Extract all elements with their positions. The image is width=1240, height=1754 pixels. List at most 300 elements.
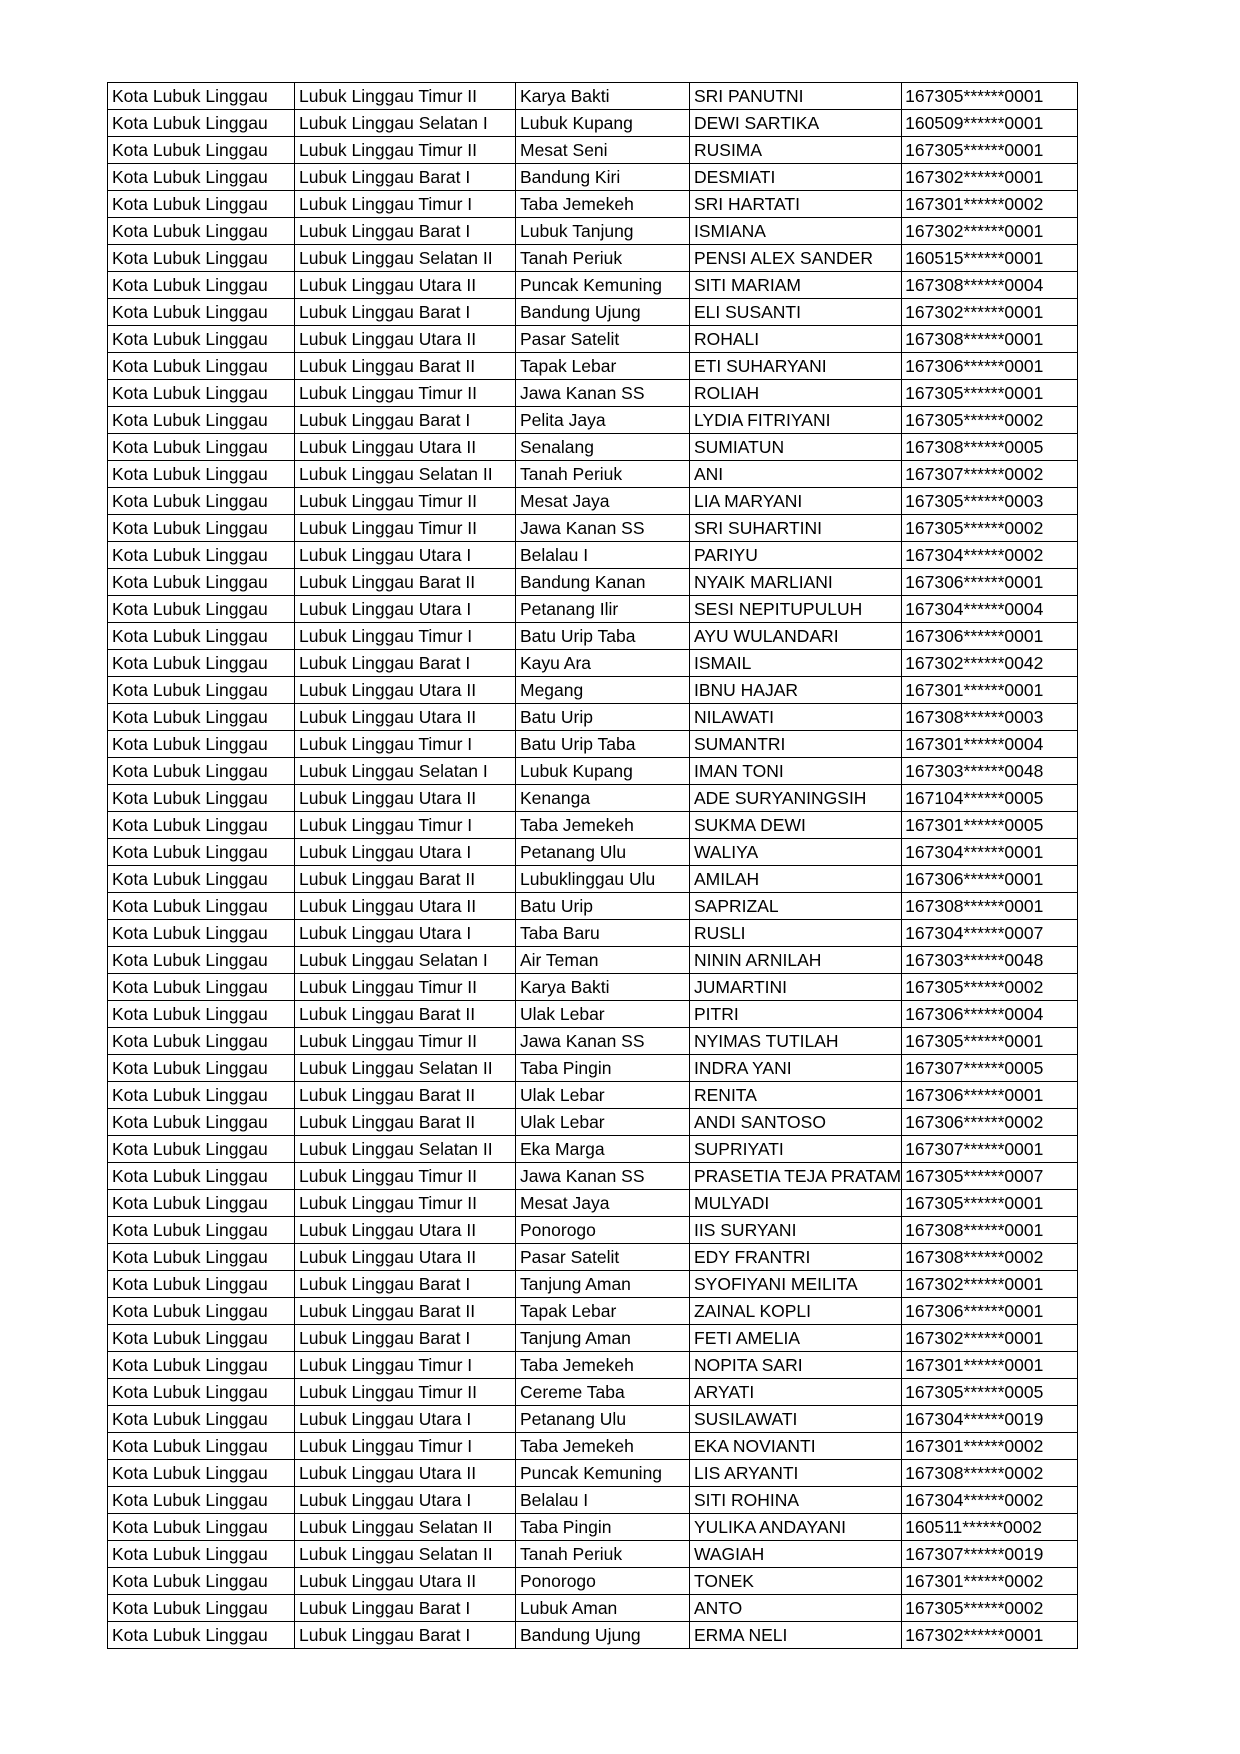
id-number-cell: 167305******0001: [902, 83, 1078, 110]
id-number-cell: 167304******0001: [902, 839, 1078, 866]
village-cell: Puncak Kemuning: [516, 272, 690, 299]
city-cell: Kota Lubuk Linggau: [108, 1595, 295, 1622]
village-cell: Belalau I: [516, 1487, 690, 1514]
table-row: [108, 1568, 1078, 1595]
village-cell: Tapak Lebar: [516, 1298, 690, 1325]
id-number-cell: 167305******0002: [902, 974, 1078, 1001]
village-cell: Taba Jemekeh: [516, 191, 690, 218]
name-cell: PARIYU: [690, 542, 902, 569]
district-cell: Lubuk Linggau Timur II: [295, 488, 516, 515]
district-cell: Lubuk Linggau Utara I: [295, 1487, 516, 1514]
district-cell: Lubuk Linggau Timur I: [295, 623, 516, 650]
city-cell: Kota Lubuk Linggau: [108, 1460, 295, 1487]
data-table: [107, 82, 1078, 1649]
village-cell: Petanang Ulu: [516, 839, 690, 866]
village-cell: Taba Baru: [516, 920, 690, 947]
district-cell: Lubuk Linggau Utara II: [295, 326, 516, 353]
city-cell: Kota Lubuk Linggau: [108, 434, 295, 461]
district-cell: Lubuk Linggau Timur II: [295, 83, 516, 110]
village-cell: Tapak Lebar: [516, 353, 690, 380]
id-number-cell: 160509******0001: [902, 110, 1078, 137]
table-row: [108, 1595, 1078, 1622]
district-cell: Lubuk Linggau Barat I: [295, 1595, 516, 1622]
table-row: [108, 920, 1078, 947]
village-cell: Jawa Kanan SS: [516, 1028, 690, 1055]
name-cell: SUPRIYATI: [690, 1136, 902, 1163]
table-row: [108, 1406, 1078, 1433]
id-number-cell: 167306******0002: [902, 1109, 1078, 1136]
name-cell: RENITA: [690, 1082, 902, 1109]
district-cell: Lubuk Linggau Timur I: [295, 1433, 516, 1460]
district-cell: Lubuk Linggau Utara I: [295, 542, 516, 569]
city-cell: Kota Lubuk Linggau: [108, 1271, 295, 1298]
table-row: [108, 1271, 1078, 1298]
table-row: [108, 623, 1078, 650]
table-row: [108, 731, 1078, 758]
name-cell: FETI AMELIA: [690, 1325, 902, 1352]
city-cell: Kota Lubuk Linggau: [108, 893, 295, 920]
city-cell: Kota Lubuk Linggau: [108, 1568, 295, 1595]
village-cell: Tanjung Aman: [516, 1325, 690, 1352]
village-cell: Air Teman: [516, 947, 690, 974]
district-cell: Lubuk Linggau Utara II: [295, 1460, 516, 1487]
name-cell: NOPITA SARI: [690, 1352, 902, 1379]
table-row: [108, 758, 1078, 785]
district-cell: Lubuk Linggau Utara I: [295, 1406, 516, 1433]
district-cell: Lubuk Linggau Timur II: [295, 974, 516, 1001]
name-cell: SESI NEPITUPULUH: [690, 596, 902, 623]
city-cell: Kota Lubuk Linggau: [108, 785, 295, 812]
city-cell: Kota Lubuk Linggau: [108, 569, 295, 596]
id-number-cell: 167306******0001: [902, 569, 1078, 596]
district-cell: Lubuk Linggau Utara II: [295, 1568, 516, 1595]
name-cell: NININ ARNILAH: [690, 947, 902, 974]
table-row: [108, 1433, 1078, 1460]
table-row: [108, 1055, 1078, 1082]
table-row: [108, 434, 1078, 461]
name-cell: ANDI SANTOSO: [690, 1109, 902, 1136]
table-row: [108, 461, 1078, 488]
table-row: [108, 83, 1078, 110]
city-cell: Kota Lubuk Linggau: [108, 974, 295, 1001]
village-cell: Pasar Satelit: [516, 326, 690, 353]
district-cell: Lubuk Linggau Timur II: [295, 380, 516, 407]
city-cell: Kota Lubuk Linggau: [108, 731, 295, 758]
id-number-cell: 167303******0048: [902, 758, 1078, 785]
village-cell: Kayu Ara: [516, 650, 690, 677]
table-row: [108, 326, 1078, 353]
city-cell: Kota Lubuk Linggau: [108, 1406, 295, 1433]
id-number-cell: 167305******0002: [902, 407, 1078, 434]
name-cell: LIS ARYANTI: [690, 1460, 902, 1487]
id-number-cell: 167302******0001: [902, 1622, 1078, 1649]
name-cell: ROLIAH: [690, 380, 902, 407]
id-number-cell: 167302******0001: [902, 1325, 1078, 1352]
table-row: [108, 542, 1078, 569]
name-cell: SITI ROHINA: [690, 1487, 902, 1514]
table-row: [108, 1217, 1078, 1244]
village-cell: Petanang Ulu: [516, 1406, 690, 1433]
name-cell: SUKMA DEWI: [690, 812, 902, 839]
district-cell: Lubuk Linggau Selatan II: [295, 461, 516, 488]
table-row: [108, 1622, 1078, 1649]
id-number-cell: 167302******0001: [902, 218, 1078, 245]
village-cell: Petanang Ilir: [516, 596, 690, 623]
id-number-cell: 167302******0042: [902, 650, 1078, 677]
city-cell: Kota Lubuk Linggau: [108, 1325, 295, 1352]
city-cell: Kota Lubuk Linggau: [108, 1055, 295, 1082]
name-cell: NILAWATI: [690, 704, 902, 731]
village-cell: Lubuk Kupang: [516, 758, 690, 785]
district-cell: Lubuk Linggau Selatan II: [295, 1136, 516, 1163]
id-number-cell: 167302******0001: [902, 164, 1078, 191]
id-number-cell: 167306******0004: [902, 1001, 1078, 1028]
name-cell: JUMARTINI: [690, 974, 902, 1001]
name-cell: SRI SUHARTINI: [690, 515, 902, 542]
table-row: [108, 1379, 1078, 1406]
district-cell: Lubuk Linggau Utara II: [295, 1244, 516, 1271]
id-number-cell: 167302******0001: [902, 299, 1078, 326]
id-number-cell: 167308******0002: [902, 1244, 1078, 1271]
name-cell: SRI HARTATI: [690, 191, 902, 218]
city-cell: Kota Lubuk Linggau: [108, 866, 295, 893]
id-number-cell: 167308******0005: [902, 434, 1078, 461]
district-cell: Lubuk Linggau Utara II: [295, 893, 516, 920]
name-cell: NYIMAS TUTILAH: [690, 1028, 902, 1055]
village-cell: Mesat Jaya: [516, 488, 690, 515]
table-row: [108, 299, 1078, 326]
id-number-cell: 167302******0001: [902, 1271, 1078, 1298]
name-cell: ISMAIL: [690, 650, 902, 677]
name-cell: PITRI: [690, 1001, 902, 1028]
city-cell: Kota Lubuk Linggau: [108, 353, 295, 380]
id-number-cell: 167104******0005: [902, 785, 1078, 812]
id-number-cell: 160511******0002: [902, 1514, 1078, 1541]
district-cell: Lubuk Linggau Timur I: [295, 812, 516, 839]
name-cell: LIA MARYANI: [690, 488, 902, 515]
table-row: [108, 596, 1078, 623]
district-cell: Lubuk Linggau Barat I: [295, 299, 516, 326]
table-row: [108, 1163, 1078, 1190]
village-cell: Lubuk Tanjung: [516, 218, 690, 245]
name-cell: ADE SURYANINGSIH: [690, 785, 902, 812]
name-cell: SRI PANUTNI: [690, 83, 902, 110]
name-cell: ROHALI: [690, 326, 902, 353]
city-cell: Kota Lubuk Linggau: [108, 758, 295, 785]
table-row: [108, 1541, 1078, 1568]
name-cell: SUMANTRI: [690, 731, 902, 758]
table-row: [108, 164, 1078, 191]
district-cell: Lubuk Linggau Utara II: [295, 1217, 516, 1244]
name-cell: RUSLI: [690, 920, 902, 947]
table-row: [108, 1514, 1078, 1541]
name-cell: WAGIAH: [690, 1541, 902, 1568]
district-cell: Lubuk Linggau Barat I: [295, 650, 516, 677]
village-cell: Bandung Ujung: [516, 299, 690, 326]
district-cell: Lubuk Linggau Selatan II: [295, 1541, 516, 1568]
city-cell: Kota Lubuk Linggau: [108, 650, 295, 677]
village-cell: Jawa Kanan SS: [516, 515, 690, 542]
village-cell: Taba Jemekeh: [516, 812, 690, 839]
table-row: [108, 1352, 1078, 1379]
city-cell: Kota Lubuk Linggau: [108, 947, 295, 974]
id-number-cell: 167306******0001: [902, 623, 1078, 650]
city-cell: Kota Lubuk Linggau: [108, 1217, 295, 1244]
district-cell: Lubuk Linggau Timur I: [295, 1352, 516, 1379]
name-cell: ETI SUHARYANI: [690, 353, 902, 380]
id-number-cell: 167305******0001: [902, 1028, 1078, 1055]
table-row: [108, 839, 1078, 866]
district-cell: Lubuk Linggau Timur I: [295, 191, 516, 218]
city-cell: Kota Lubuk Linggau: [108, 1082, 295, 1109]
village-cell: Jawa Kanan SS: [516, 1163, 690, 1190]
district-cell: Lubuk Linggau Utara II: [295, 272, 516, 299]
village-cell: Ponorogo: [516, 1568, 690, 1595]
name-cell: SAPRIZAL: [690, 893, 902, 920]
name-cell: PRASETIA TEJA PRATAM: [690, 1163, 902, 1190]
name-cell: DEWI SARTIKA: [690, 110, 902, 137]
village-cell: Senalang: [516, 434, 690, 461]
district-cell: Lubuk Linggau Barat II: [295, 1109, 516, 1136]
id-number-cell: 167304******0004: [902, 596, 1078, 623]
table-row: [108, 704, 1078, 731]
table-row: [108, 650, 1078, 677]
id-number-cell: 167303******0048: [902, 947, 1078, 974]
name-cell: TONEK: [690, 1568, 902, 1595]
id-number-cell: 167307******0001: [902, 1136, 1078, 1163]
city-cell: Kota Lubuk Linggau: [108, 110, 295, 137]
name-cell: DESMIATI: [690, 164, 902, 191]
city-cell: Kota Lubuk Linggau: [108, 461, 295, 488]
district-cell: Lubuk Linggau Utara II: [295, 785, 516, 812]
city-cell: Kota Lubuk Linggau: [108, 1028, 295, 1055]
table-row: [108, 1001, 1078, 1028]
id-number-cell: 167305******0001: [902, 137, 1078, 164]
district-cell: Lubuk Linggau Barat I: [295, 1622, 516, 1649]
district-cell: Lubuk Linggau Utara II: [295, 677, 516, 704]
table-row: [108, 137, 1078, 164]
city-cell: Kota Lubuk Linggau: [108, 596, 295, 623]
village-cell: Lubuk Aman: [516, 1595, 690, 1622]
city-cell: Kota Lubuk Linggau: [108, 191, 295, 218]
name-cell: AMILAH: [690, 866, 902, 893]
city-cell: Kota Lubuk Linggau: [108, 1109, 295, 1136]
id-number-cell: 167304******0002: [902, 1487, 1078, 1514]
id-number-cell: 167301******0002: [902, 191, 1078, 218]
village-cell: Ponorogo: [516, 1217, 690, 1244]
name-cell: SYOFIYANI MEILITA: [690, 1271, 902, 1298]
name-cell: ZAINAL KOPLI: [690, 1298, 902, 1325]
city-cell: Kota Lubuk Linggau: [108, 1001, 295, 1028]
district-cell: Lubuk Linggau Timur II: [295, 1379, 516, 1406]
city-cell: Kota Lubuk Linggau: [108, 272, 295, 299]
village-cell: Tanah Periuk: [516, 1541, 690, 1568]
name-cell: LYDIA FITRIYANI: [690, 407, 902, 434]
city-cell: Kota Lubuk Linggau: [108, 1298, 295, 1325]
district-cell: Lubuk Linggau Selatan II: [295, 1055, 516, 1082]
village-cell: Eka Marga: [516, 1136, 690, 1163]
table-row: [108, 1136, 1078, 1163]
district-cell: Lubuk Linggau Barat II: [295, 1082, 516, 1109]
district-cell: Lubuk Linggau Barat II: [295, 353, 516, 380]
city-cell: Kota Lubuk Linggau: [108, 299, 295, 326]
id-number-cell: 160515******0001: [902, 245, 1078, 272]
village-cell: Karya Bakti: [516, 83, 690, 110]
village-cell: Tanah Periuk: [516, 245, 690, 272]
district-cell: Lubuk Linggau Selatan II: [295, 245, 516, 272]
district-cell: Lubuk Linggau Barat II: [295, 569, 516, 596]
table-row: [108, 1082, 1078, 1109]
id-number-cell: 167305******0003: [902, 488, 1078, 515]
village-cell: Lubuklinggau Ulu: [516, 866, 690, 893]
village-cell: Ulak Lebar: [516, 1109, 690, 1136]
village-cell: Kenanga: [516, 785, 690, 812]
table-row: [108, 812, 1078, 839]
name-cell: ERMA NELI: [690, 1622, 902, 1649]
village-cell: Ulak Lebar: [516, 1001, 690, 1028]
district-cell: Lubuk Linggau Selatan I: [295, 110, 516, 137]
city-cell: Kota Lubuk Linggau: [108, 1163, 295, 1190]
name-cell: ANI: [690, 461, 902, 488]
table-row: [108, 515, 1078, 542]
village-cell: Batu Urip Taba: [516, 731, 690, 758]
id-number-cell: 167304******0007: [902, 920, 1078, 947]
id-number-cell: 167307******0005: [902, 1055, 1078, 1082]
city-cell: Kota Lubuk Linggau: [108, 488, 295, 515]
table-row: [108, 1244, 1078, 1271]
name-cell: IIS SURYANI: [690, 1217, 902, 1244]
table-row: [108, 272, 1078, 299]
name-cell: EDY FRANTRI: [690, 1244, 902, 1271]
district-cell: Lubuk Linggau Selatan I: [295, 758, 516, 785]
name-cell: ARYATI: [690, 1379, 902, 1406]
village-cell: Tanjung Aman: [516, 1271, 690, 1298]
district-cell: Lubuk Linggau Utara I: [295, 596, 516, 623]
village-cell: Batu Urip: [516, 893, 690, 920]
table-row: [108, 245, 1078, 272]
city-cell: Kota Lubuk Linggau: [108, 542, 295, 569]
city-cell: Kota Lubuk Linggau: [108, 1514, 295, 1541]
id-number-cell: 167305******0002: [902, 1595, 1078, 1622]
name-cell: IMAN TONI: [690, 758, 902, 785]
city-cell: Kota Lubuk Linggau: [108, 1379, 295, 1406]
id-number-cell: 167308******0002: [902, 1460, 1078, 1487]
id-number-cell: 167308******0001: [902, 1217, 1078, 1244]
village-cell: Taba Pingin: [516, 1514, 690, 1541]
table-row: [108, 1487, 1078, 1514]
table-row: [108, 893, 1078, 920]
table-row: [108, 1109, 1078, 1136]
district-cell: Lubuk Linggau Barat II: [295, 1001, 516, 1028]
village-cell: Batu Urip: [516, 704, 690, 731]
village-cell: Karya Bakti: [516, 974, 690, 1001]
table-row: [108, 677, 1078, 704]
city-cell: Kota Lubuk Linggau: [108, 1622, 295, 1649]
village-cell: Batu Urip Taba: [516, 623, 690, 650]
village-cell: Pelita Jaya: [516, 407, 690, 434]
village-cell: Mesat Seni: [516, 137, 690, 164]
name-cell: MULYADI: [690, 1190, 902, 1217]
name-cell: WALIYA: [690, 839, 902, 866]
city-cell: Kota Lubuk Linggau: [108, 1352, 295, 1379]
table-row: [108, 785, 1078, 812]
id-number-cell: 167306******0001: [902, 1082, 1078, 1109]
city-cell: Kota Lubuk Linggau: [108, 1136, 295, 1163]
city-cell: Kota Lubuk Linggau: [108, 1190, 295, 1217]
district-cell: Lubuk Linggau Selatan II: [295, 1514, 516, 1541]
district-cell: Lubuk Linggau Utara II: [295, 434, 516, 461]
village-cell: Ulak Lebar: [516, 1082, 690, 1109]
district-cell: Lubuk Linggau Utara II: [295, 704, 516, 731]
city-cell: Kota Lubuk Linggau: [108, 812, 295, 839]
city-cell: Kota Lubuk Linggau: [108, 1433, 295, 1460]
table-row: [108, 380, 1078, 407]
city-cell: Kota Lubuk Linggau: [108, 1487, 295, 1514]
city-cell: Kota Lubuk Linggau: [108, 677, 295, 704]
city-cell: Kota Lubuk Linggau: [108, 839, 295, 866]
village-cell: Taba Jemekeh: [516, 1352, 690, 1379]
name-cell: IBNU HAJAR: [690, 677, 902, 704]
name-cell: PENSI ALEX SANDER: [690, 245, 902, 272]
name-cell: ISMIANA: [690, 218, 902, 245]
table-row: [108, 569, 1078, 596]
district-cell: Lubuk Linggau Utara I: [295, 839, 516, 866]
id-number-cell: 167301******0002: [902, 1433, 1078, 1460]
table-row: [108, 1298, 1078, 1325]
id-number-cell: 167301******0005: [902, 812, 1078, 839]
id-number-cell: 167305******0001: [902, 380, 1078, 407]
city-cell: Kota Lubuk Linggau: [108, 1541, 295, 1568]
name-cell: EKA NOVIANTI: [690, 1433, 902, 1460]
district-cell: Lubuk Linggau Utara I: [295, 920, 516, 947]
district-cell: Lubuk Linggau Timur II: [295, 1028, 516, 1055]
village-cell: Megang: [516, 677, 690, 704]
district-cell: Lubuk Linggau Barat II: [295, 866, 516, 893]
city-cell: Kota Lubuk Linggau: [108, 515, 295, 542]
table-row: [108, 1028, 1078, 1055]
village-cell: Bandung Kanan: [516, 569, 690, 596]
city-cell: Kota Lubuk Linggau: [108, 1244, 295, 1271]
city-cell: Kota Lubuk Linggau: [108, 83, 295, 110]
name-cell: YULIKA ANDAYANI: [690, 1514, 902, 1541]
id-number-cell: 167307******0019: [902, 1541, 1078, 1568]
id-number-cell: 167304******0002: [902, 542, 1078, 569]
id-number-cell: 167306******0001: [902, 353, 1078, 380]
village-cell: Cereme Taba: [516, 1379, 690, 1406]
city-cell: Kota Lubuk Linggau: [108, 245, 295, 272]
name-cell: SITI MARIAM: [690, 272, 902, 299]
district-cell: Lubuk Linggau Barat I: [295, 164, 516, 191]
id-number-cell: 167305******0005: [902, 1379, 1078, 1406]
district-cell: Lubuk Linggau Selatan I: [295, 947, 516, 974]
table-row: [108, 1460, 1078, 1487]
table-row: [108, 110, 1078, 137]
village-cell: Mesat Jaya: [516, 1190, 690, 1217]
district-cell: Lubuk Linggau Barat I: [295, 218, 516, 245]
district-cell: Lubuk Linggau Barat II: [295, 1298, 516, 1325]
district-cell: Lubuk Linggau Timur II: [295, 137, 516, 164]
village-cell: Belalau I: [516, 542, 690, 569]
city-cell: Kota Lubuk Linggau: [108, 407, 295, 434]
city-cell: Kota Lubuk Linggau: [108, 920, 295, 947]
id-number-cell: 167301******0002: [902, 1568, 1078, 1595]
name-cell: NYAIK MARLIANI: [690, 569, 902, 596]
village-cell: Bandung Kiri: [516, 164, 690, 191]
district-cell: Lubuk Linggau Barat I: [295, 1271, 516, 1298]
id-number-cell: 167306******0001: [902, 866, 1078, 893]
district-cell: Lubuk Linggau Timur II: [295, 515, 516, 542]
city-cell: Kota Lubuk Linggau: [108, 326, 295, 353]
